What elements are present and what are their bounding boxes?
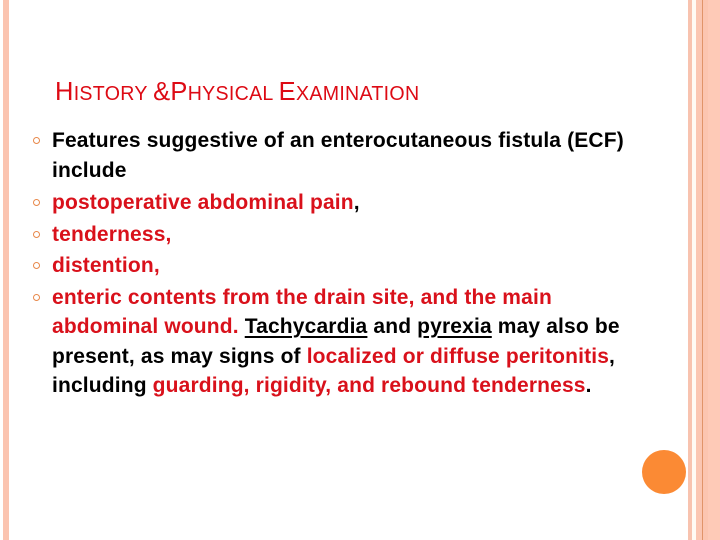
ring-bullet-icon	[33, 294, 40, 301]
bullet-item	[52, 283, 652, 401]
title-part: HYSICAL	[187, 83, 279, 105]
bullet-item	[52, 188, 652, 218]
bullet-text-highlight: tenderness,	[52, 222, 172, 246]
bullet-text-highlight: enteric contents from the drain site, and the main abdominal wound.	[52, 285, 552, 338]
bullet-text: ,	[353, 191, 360, 214]
orange-circle-icon	[642, 450, 686, 494]
term-pyrexia: pyrexia	[417, 315, 492, 338]
title-part: H	[55, 76, 74, 106]
bullet-text: and	[367, 315, 418, 338]
bullet-text: Features suggestive of an enterocutaneous fistula (ECF) include	[52, 129, 624, 182]
bullet-text: , including	[52, 344, 616, 397]
term-tachycardia: Tachycardia	[244, 315, 368, 338]
bullet-item	[52, 220, 652, 250]
bullet-text: .	[585, 374, 592, 397]
bullet-item	[52, 251, 652, 281]
ring-bullet-icon	[33, 231, 40, 238]
bullet-text-highlight: guarding, rigidity, and rebound tenderness	[152, 374, 586, 397]
title-part: ISTORY	[73, 83, 154, 105]
bullet-list	[52, 126, 652, 403]
left-border-stripe	[3, 0, 9, 540]
ring-bullet-icon	[33, 137, 40, 144]
bullet-text: may also be present, as may signs of	[52, 315, 620, 368]
title-part: E	[278, 76, 296, 106]
bullet-item	[52, 126, 652, 185]
bullet-text-highlight: distention,	[52, 254, 160, 277]
slide-title	[55, 76, 419, 107]
right-border-stripe	[708, 0, 720, 540]
ring-bullet-icon	[33, 199, 40, 206]
ring-bullet-icon	[33, 262, 40, 269]
bullet-text-highlight: postoperative abdominal pain	[52, 191, 354, 214]
bullet-text-highlight: localized or diffuse peritonitis	[306, 344, 610, 368]
title-part: &P	[153, 76, 188, 106]
title-part: XAMINATION	[295, 83, 420, 105]
